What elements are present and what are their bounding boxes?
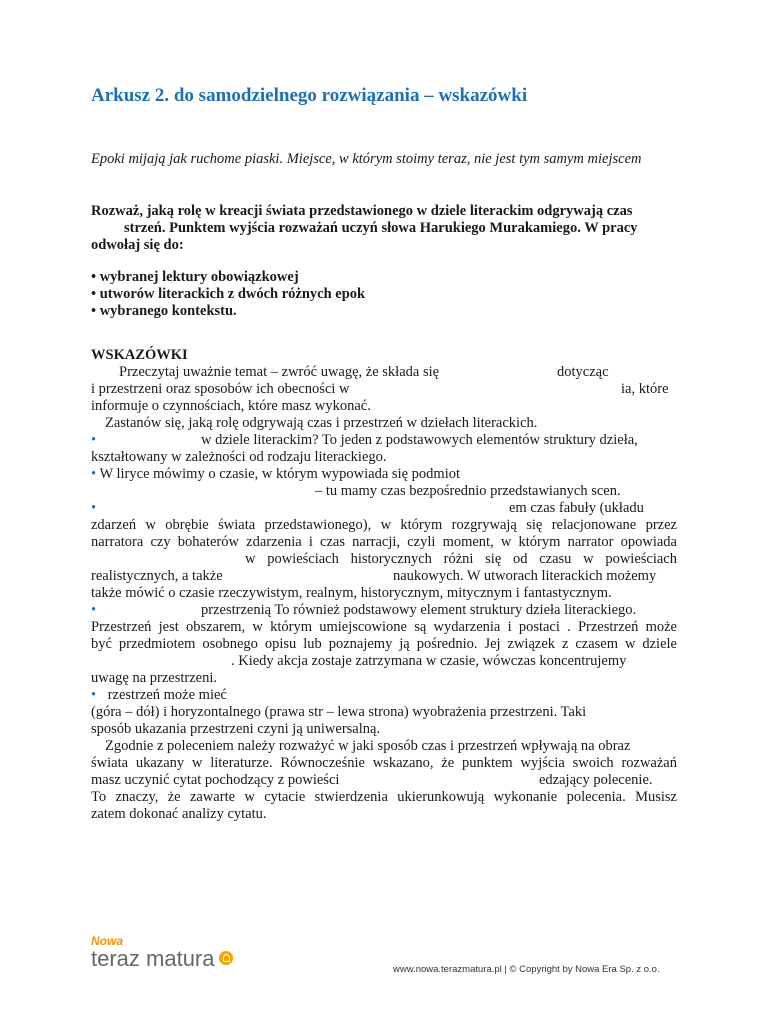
hint-text: rzestrzeń może mieć: [107, 687, 227, 703]
list-item: • utworów literackich z dwóch różnych epok: [91, 286, 366, 302]
hint-line: być przedmiotem osobnego opisu lub poznajemy ją pośrednio. Jej związek z czasem w dziele: [91, 636, 677, 652]
hint-line: [91, 687, 677, 704]
hint-text: naukowych. W utworach literackich możemy: [393, 568, 657, 584]
hint-text: . Kiedy akcja zostaje zatrzymana w czasie, wówczas koncentrujemy: [231, 653, 627, 669]
hint-line: [91, 653, 677, 670]
hint-line: sposób ukazania przestrzeni czyni ją uniwersalną.: [91, 721, 381, 737]
hint-text: przestrzenią To również podstawowy element struktury dzieła literackiego.: [201, 602, 637, 618]
hint-line: (góra – dół) i horyzontalnego (prawa str – lewa strona) wyobrażenia przestrzeni. Taki: [91, 704, 587, 720]
hint-text: realistycznych, a także: [91, 568, 223, 584]
bullet-icon: •: [91, 432, 97, 448]
hint-line: świata ukazany w literaturze. Równocześnie wskazano, że punktem wyjścia swoich rozważań: [91, 755, 677, 771]
logo-wordmark: [91, 947, 233, 971]
hint-line: [91, 551, 677, 568]
hint-text: w powieściach historycznych różni się od czasu w powieściach: [245, 551, 677, 567]
hints-heading: WSKAZÓWKI: [91, 347, 188, 363]
hint-line: [91, 381, 677, 398]
hint-line: [91, 568, 677, 585]
hint-line: [91, 466, 677, 483]
hint-text: w dziele literackim? To jeden z podstawowych elementów struktury dzieła,: [201, 432, 638, 448]
hint-text: – tu mamy czas bezpośrednio przedstawianych scen.: [315, 483, 621, 499]
hint-line: [91, 500, 677, 517]
task-statement: [91, 203, 677, 254]
bullet-icon: •: [91, 500, 97, 516]
hint-line: [91, 602, 677, 619]
hint-text: i przestrzeni oraz sposobów ich obecności w: [91, 381, 350, 397]
hint-line: kształtowany w zależności od rodzaju literackiego.: [91, 449, 387, 465]
lightbulb-icon: [219, 951, 233, 965]
hint-line: zatem dokonać analizy cytatu.: [91, 806, 267, 822]
bullet-icon: •: [91, 466, 97, 482]
task-line: Rozważ, jaką rolę w kreacji świata przedstawionego w dziele literackim odgrywają czas: [91, 203, 633, 219]
hint-line: zdarzeń w obrębie świata przedstawionego), w którym rozgrywają się relacjonowane przez: [91, 517, 677, 533]
quote: Epoki mijają jak ruchome piaski. Miejsce, w którym stoimy teraz, nie jest tym samym miejscem: [91, 151, 642, 167]
list-item: • wybranego kontekstu.: [91, 303, 237, 319]
list-item: • wybranej lektury obowiązkowej: [91, 269, 299, 285]
hint-line: uwagę na przestrzeni.: [91, 670, 218, 686]
hint-line: [91, 432, 677, 449]
hint-line: Przestrzeń jest obszarem, w którym umiejscowione są wydarzenia i postaci . Przestrzeń może: [91, 619, 677, 635]
hint-text: em czas fabuły (układu: [509, 500, 644, 516]
hint-line: informuje o czynnościach, które masz wykonać.: [91, 398, 371, 414]
hint-line: Zastanów się, jaką rolę odgrywają czas i przestrzeń w dziełach literackich.: [105, 415, 538, 431]
hint-text: Przeczytaj uważnie temat – zwróć uwagę, że składa się: [119, 364, 440, 380]
hint-text: W liryce mówimy o czasie, w którym wypowiada się podmiot: [99, 466, 460, 482]
task-line: odwołaj się do:: [91, 237, 184, 253]
hint-line: Zgodnie z poleceniem należy rozważyć w jaki sposób czas i przestrzeń wpływają na obraz: [105, 738, 631, 754]
logo-text: teraz matura: [91, 946, 215, 971]
hint-line: To znaczy, że zawarte w cytacie stwierdzenia ukierunkowują wykonanie polecenia. Musisz: [91, 789, 677, 805]
hint-line: narratora czy bohaterów zdarzenia i czas narracji, czyli moment, w którym narrator opowiada: [91, 534, 677, 550]
hint-line: [91, 483, 677, 500]
hint-text: masz uczynić cytat pochodzący z powieści: [91, 772, 340, 788]
hint-text: dotycząc: [557, 364, 609, 380]
page-title: Arkusz 2. do samodzielnego rozwiązania – wskazówki: [91, 85, 528, 106]
requirements-list: [91, 269, 677, 320]
hint-line: także mówić o czasie rzeczywistym, realnym, historycznym, mitycznym i fantastycznym.: [91, 585, 612, 601]
footer-copyright: www.nowa.terazmatura.pl | © Copyright by Nowa Era Sp. z o.o.: [393, 964, 660, 975]
hints-section: [91, 347, 677, 823]
hint-text: edzający polecenie.: [539, 772, 653, 788]
task-line: strzeń. Punktem wyjścia rozważań uczyń słowa Harukiego Murakamiego. W pracy: [124, 220, 638, 236]
bullet-icon: •: [91, 687, 97, 703]
hint-line: [91, 364, 677, 381]
bullet-icon: •: [91, 602, 97, 618]
hint-line: [91, 772, 677, 789]
hint-text: ia, które: [621, 381, 669, 397]
logo-label: Nowa: [91, 934, 124, 948]
brand-logo: [91, 935, 233, 971]
